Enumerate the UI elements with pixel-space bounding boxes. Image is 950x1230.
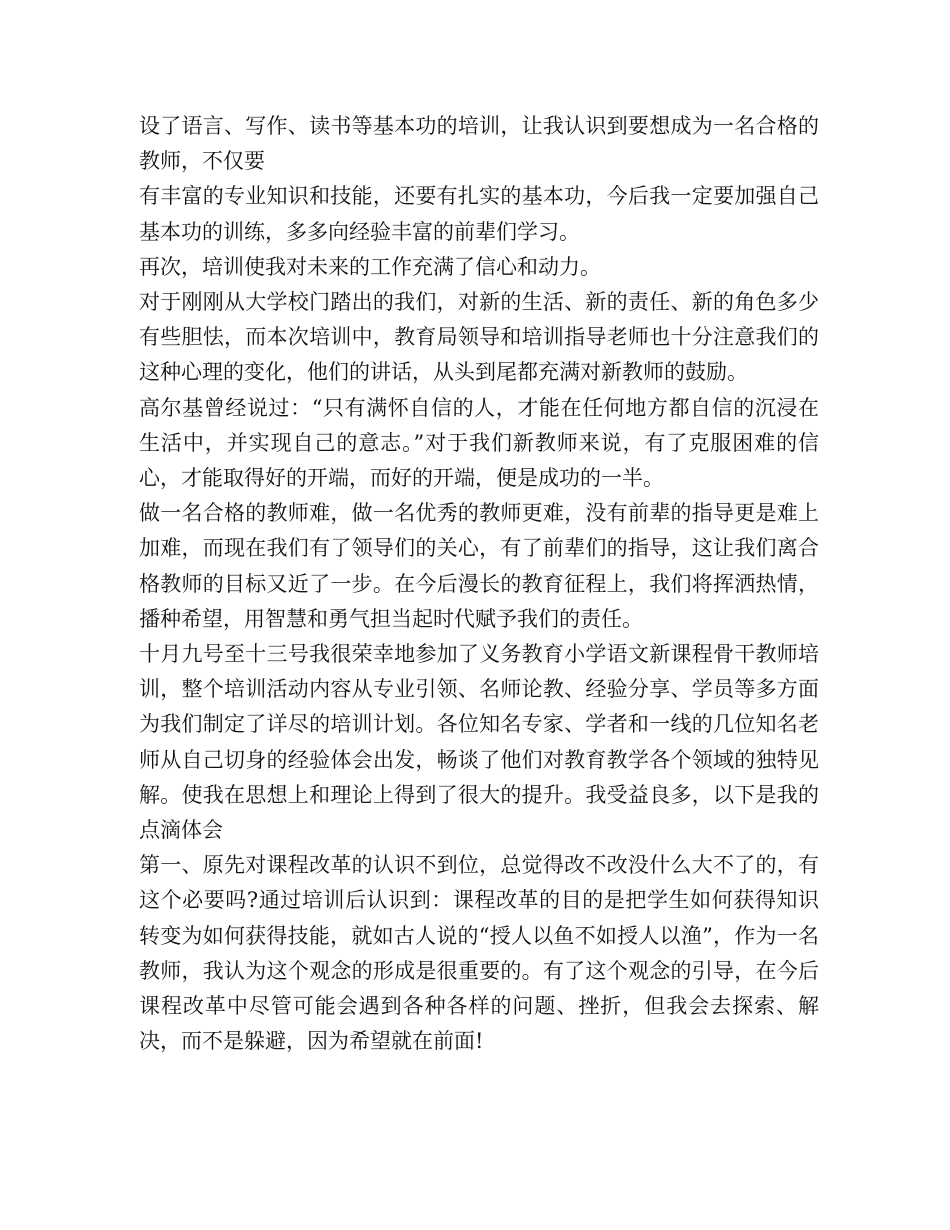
document-body [139,109,819,1059]
paragraph-1: 设了语言、写作、读书等基本功的培训，让我认识到要想成为一名合格的教师，不仅要 [139,114,819,174]
paragraph-6: 做一名合格的教师难，做一名优秀的教师更难，没有前辈的指导更是难上加难，而现在我们有了领导们的关心，有了前辈们的指导，这让我们离合格教师的目标又近了一步。在今后漫长的教育征程上，我们将挥洒热情，播种希望，用智慧和勇气担当起时代赋予我们的责任。 [139,501,819,631]
paragraph-3: 再次，培训使我对未来的工作充满了信心和动力。 [139,254,601,279]
paragraph-5: 高尔基曾经说过：“只有满怀自信的人，才能在任何地方都自信的沉浸在生活中，并实现自己的意志。”对于我们新教师来说，有了克服困难的信心，才能取得好的开端，而好的开端，便是成功的一半。 [139,395,819,491]
paragraph-4: 对于刚刚从大学校门踏出的我们，对新的生活、新的责任、新的角色多少有些胆怯，而本次培训中，教育局领导和培训指导老师也十分注意我们的这种心理的变化，他们的讲话，从头到尾都充满对新教师的鼓励。 [139,290,819,385]
paragraph-8: 第一、原先对课程改革的认识不到位，总觉得改不改没什么大不了的，有这个必要吗?通过培训后认识到：课程改革的目的是把学生如何获得知识转变为如何获得技能，就如古人说的“授人以鱼不如授人以渔”，作为一名教师，我认为这个观念的形成是很重要的。有了这个观念的引导，在今后课程改革中尽管可能会遇到各种各样的问题、挫折，但我会去探索、解决，而不是躲避，因为希望就在前面! [139,853,819,1054]
paragraph-2: 有丰富的专业知识和技能，还要有扎实的基本功，今后我一定要加强自己基本功的训练，多多向经验丰富的前辈们学习。 [139,184,819,244]
paragraph-7: 十月九号至十三号我很荣幸地参加了义务教育小学语文新课程骨干教师培训，整个培训活动内容从专业引领、名师论教、经验分享、学员等多方面为我们制定了详尽的培训计划。各位知名专家、学者和一线的几位知名老师从自己切身的经验体会出发，畅谈了他们对教育教学各个领域的独特见解。使我在思想上和理论上得到了很大的提升。我受益良多，以下是我的点滴体会 [139,642,819,843]
